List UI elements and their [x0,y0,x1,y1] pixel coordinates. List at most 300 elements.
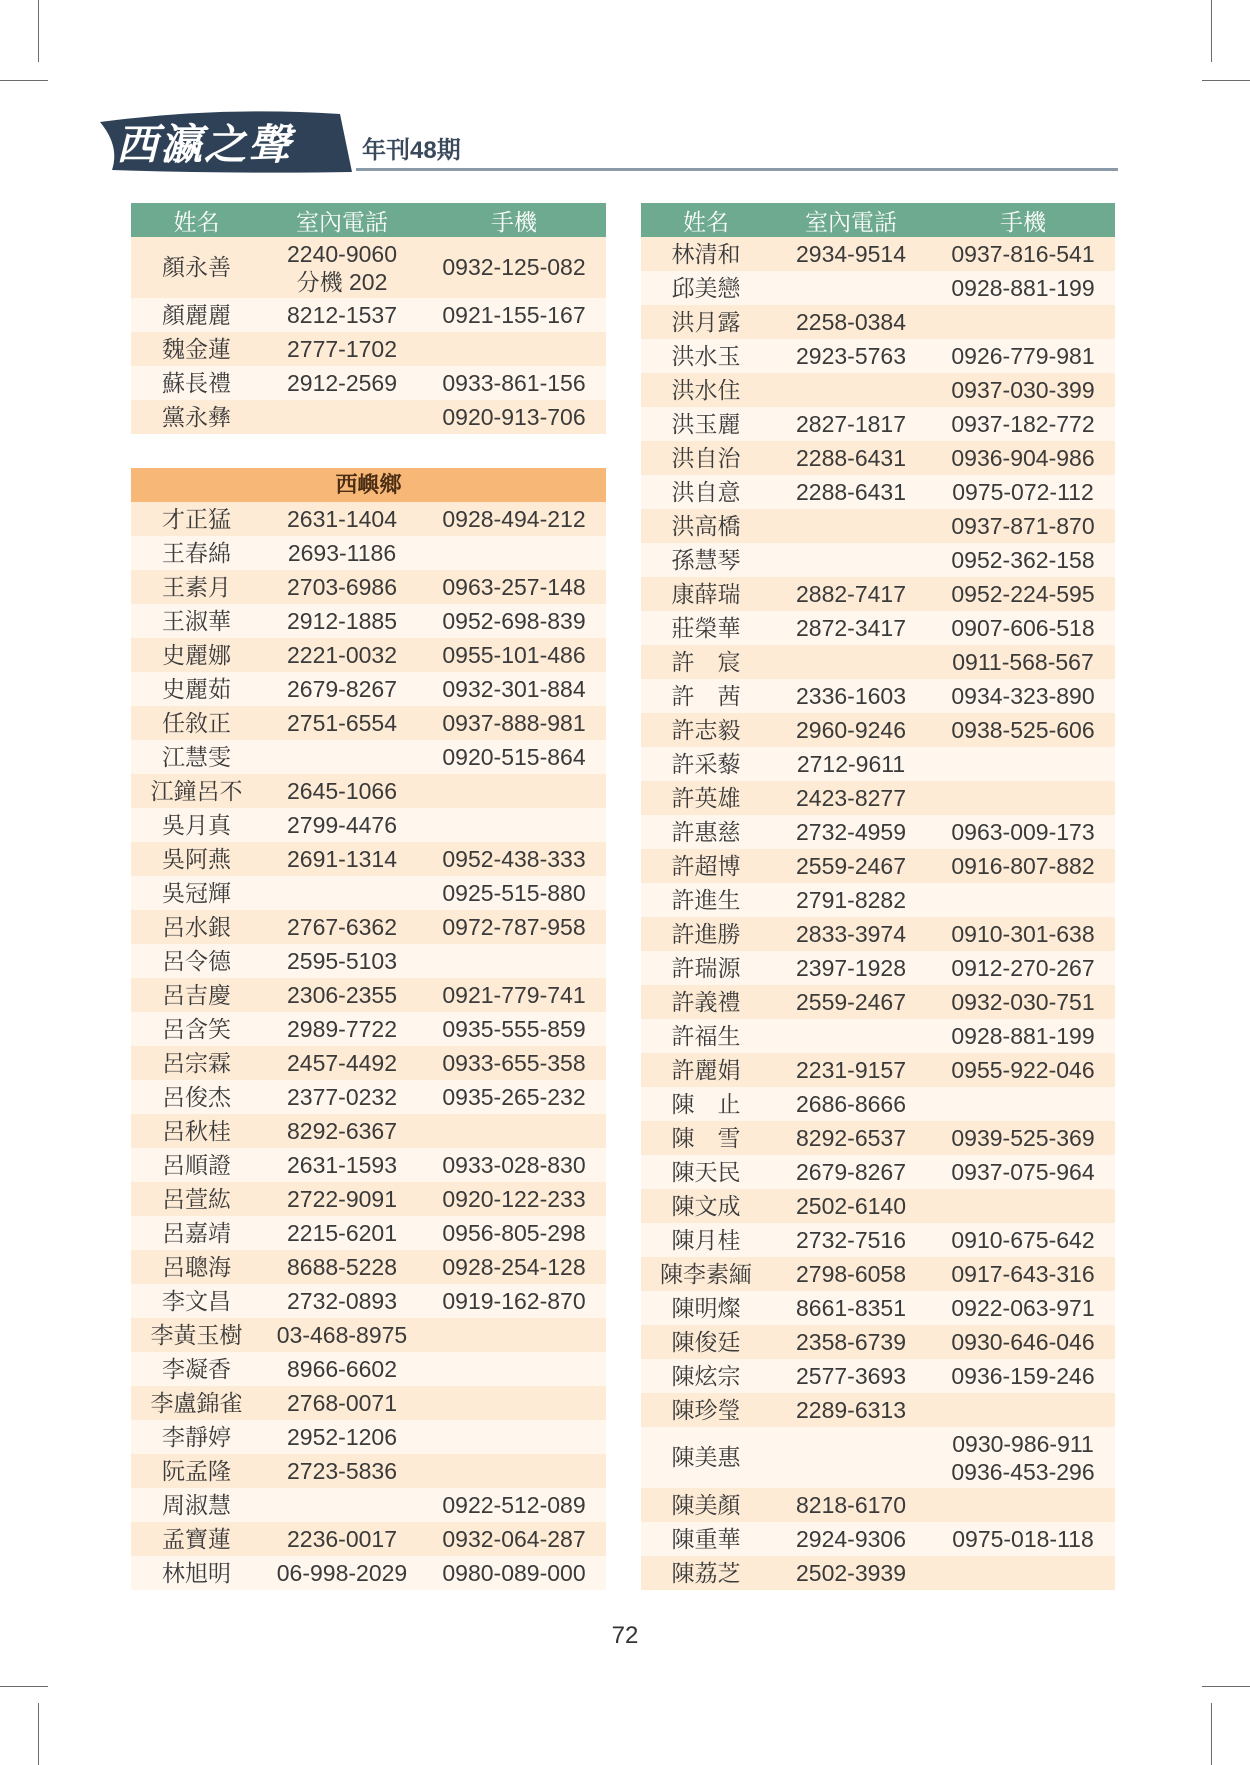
mobile-cell [422,1114,606,1148]
phone-cell [771,271,931,305]
name-cell: 才正猛 [131,502,262,536]
table-row [131,638,606,672]
phone-cell: 2502-3939 [771,1556,931,1590]
mobile-cell: 0952-438-333 [422,842,606,876]
table-row [131,1046,606,1080]
table-row [131,706,606,740]
mobile-cell: 0919-162-870 [422,1284,606,1318]
phone-cell: 2215-6201 [262,1216,422,1250]
name-cell: 許志毅 [641,713,771,747]
phone-cell [262,876,422,910]
phone-cell: 2631-1593 [262,1148,422,1182]
table-row [641,475,1115,509]
mobile-cell: 0975-072-112 [931,475,1115,509]
mobile-cell: 0916-807-882 [931,849,1115,883]
name-cell: 呂令德 [131,944,262,978]
name-cell: 呂順證 [131,1148,262,1182]
phone-cell: 2631-1404 [262,502,422,536]
phone-cell: 2221-0032 [262,638,422,672]
name-cell: 許福生 [641,1019,771,1053]
phone-cell: 2798-6058 [771,1257,931,1291]
mobile-cell: 0921-779-741 [422,978,606,1012]
table-row [131,1454,606,1488]
name-cell: 許惠慈 [641,815,771,849]
table-row [131,1216,606,1250]
phone-cell: 2912-1885 [262,604,422,638]
phone-cell: 2934-9514 [771,237,931,271]
phone-cell: 2502-6140 [771,1189,931,1223]
table-row [641,1257,1115,1291]
column-header-phone: 室內電話 [771,203,931,237]
name-cell: 洪高橋 [641,509,771,543]
mobile-cell [931,1427,1115,1488]
crop-mark [1202,80,1250,81]
table-row [131,740,606,774]
phone-cell [771,509,931,543]
table-row [131,1386,606,1420]
table-row [131,1182,606,1216]
phone-cell: 2577-3693 [771,1359,931,1393]
phone-cell: 2791-8282 [771,883,931,917]
table-row [641,441,1115,475]
table-row [641,1427,1115,1488]
phone-cell: 2960-9246 [771,713,931,747]
table-row [641,1155,1115,1189]
table-row [131,237,606,298]
phone-cell: 8218-6170 [771,1488,931,1522]
mobile-cell [422,1454,606,1488]
name-cell: 許進勝 [641,917,771,951]
table-row [641,917,1115,951]
phone-cell: 2799-4476 [262,808,422,842]
phone-cell: 2923-5763 [771,339,931,373]
name-cell: 呂聰海 [131,1250,262,1284]
table-row [131,400,606,434]
name-cell: 呂含笑 [131,1012,262,1046]
phone-cell: 8661-8351 [771,1291,931,1325]
mobile-cell: 0920-122-233 [422,1182,606,1216]
name-cell: 洪自意 [641,475,771,509]
phone-cell: 2559-2467 [771,849,931,883]
phone-cell: 8212-1537 [262,298,422,332]
name-cell: 陳 雪 [641,1121,771,1155]
table-row [131,808,606,842]
table-row [641,713,1115,747]
mobile-cell: 0933-861-156 [422,366,606,400]
table-row [641,1087,1115,1121]
table-row [641,849,1115,883]
name-cell: 顏麗麗 [131,298,262,332]
mobile-cell: 0956-805-298 [422,1216,606,1250]
table-row [131,842,606,876]
name-cell: 陳美顏 [641,1488,771,1522]
table-row [641,815,1115,849]
name-cell: 王素月 [131,570,262,604]
mobile-cell: 0955-922-046 [931,1053,1115,1087]
name-cell: 陳炫宗 [641,1359,771,1393]
phone-cell: 2288-6431 [771,475,931,509]
table-row [131,1488,606,1522]
table-row [641,373,1115,407]
phone-cell: 2679-8267 [262,672,422,706]
mobile-cell-line: 0936-453-296 [951,1458,1095,1485]
table-row [641,407,1115,441]
name-cell: 江鐘呂不 [131,774,262,808]
phone-cell: 2723-5836 [262,1454,422,1488]
column-header-name: 姓名 [641,203,771,237]
table-row [641,1019,1115,1053]
table-row [131,366,606,400]
crop-mark [1211,1703,1212,1765]
phone-cell: 2882-7417 [771,577,931,611]
mobile-cell: 0963-009-173 [931,815,1115,849]
phone-cell: 2645-1066 [262,774,422,808]
crop-mark [1211,0,1212,62]
mobile-cell: 0952-362-158 [931,543,1115,577]
phone-cell: 8966-6602 [262,1352,422,1386]
mobile-cell: 0922-063-971 [931,1291,1115,1325]
phone-cell: 06-998-2029 [262,1556,422,1590]
table-row [641,1291,1115,1325]
mobile-cell: 0939-525-369 [931,1121,1115,1155]
phone-cell: 2559-2467 [771,985,931,1019]
mobile-cell [422,1386,606,1420]
table-row [641,1223,1115,1257]
directory-table-left [131,203,606,1590]
phone-cell: 2732-4959 [771,815,931,849]
name-cell: 顏永善 [131,237,262,298]
name-cell: 李盧錦雀 [131,1386,262,1420]
table-row [131,298,606,332]
phone-cell [771,543,931,577]
mobile-cell: 0933-655-358 [422,1046,606,1080]
table-row [131,332,606,366]
table-row [131,1318,606,1352]
table-row [131,1148,606,1182]
phone-cell: 2686-8666 [771,1087,931,1121]
phone-cell: 2989-7722 [262,1012,422,1046]
phone-cell: 2912-2569 [262,366,422,400]
table-row [131,910,606,944]
name-cell: 江慧雯 [131,740,262,774]
table-row [641,577,1115,611]
name-cell: 任敘正 [131,706,262,740]
phone-cell: 2288-6431 [771,441,931,475]
table-row [131,672,606,706]
mobile-cell [931,1488,1115,1522]
phone-cell: 2693-1186 [262,536,422,570]
name-cell: 吳冠輝 [131,876,262,910]
table-row [641,543,1115,577]
table-row [641,1189,1115,1223]
mobile-cell: 0932-125-082 [422,237,606,298]
mobile-cell: 0932-301-884 [422,672,606,706]
table-row [641,1522,1115,1556]
name-cell: 孫慧琴 [641,543,771,577]
table-row [641,1556,1115,1590]
publication-title: 西瀛之聲 [116,120,293,169]
phone-cell: 03-468-8975 [262,1318,422,1352]
name-cell: 陳天民 [641,1155,771,1189]
mobile-cell: 0910-301-638 [931,917,1115,951]
mobile-cell [422,1420,606,1454]
phone-cell [771,1427,931,1488]
name-cell: 林清和 [641,237,771,271]
name-cell: 李凝香 [131,1352,262,1386]
phone-cell: 2306-2355 [262,978,422,1012]
table-row [131,1522,606,1556]
name-cell: 林旭明 [131,1556,262,1590]
name-cell: 吳月真 [131,808,262,842]
table-row [641,985,1115,1019]
table-row [641,679,1115,713]
section-header-row [131,468,606,502]
name-cell: 黨永彝 [131,400,262,434]
table-row [131,774,606,808]
name-cell: 陳明燦 [641,1291,771,1325]
name-cell: 蘇長禮 [131,366,262,400]
phone-cell: 8292-6367 [262,1114,422,1148]
mobile-cell: 0920-515-864 [422,740,606,774]
mobile-cell: 0912-270-267 [931,951,1115,985]
table-row [641,781,1115,815]
gap-cell [131,434,606,468]
mobile-cell: 0937-888-981 [422,706,606,740]
name-cell: 許超博 [641,849,771,883]
table-row [641,509,1115,543]
phone-cell: 2827-1817 [771,407,931,441]
mobile-cell: 0937-075-964 [931,1155,1115,1189]
name-cell: 史麗娜 [131,638,262,672]
crop-mark [0,1686,48,1687]
phone-cell: 2751-6554 [262,706,422,740]
phone-cell: 2767-6362 [262,910,422,944]
name-cell: 呂嘉靖 [131,1216,262,1250]
table-row [131,1250,606,1284]
mobile-cell [422,332,606,366]
table-row [641,271,1115,305]
phone-cell: 2358-6739 [771,1325,931,1359]
table-row [641,305,1115,339]
name-cell: 魏金蓮 [131,332,262,366]
mobile-cell: 0907-606-518 [931,611,1115,645]
name-cell: 洪水玉 [641,339,771,373]
table-row [641,1359,1115,1393]
phone-cell: 2289-6313 [771,1393,931,1427]
name-cell: 康薛瑞 [641,577,771,611]
name-cell: 陳 止 [641,1087,771,1121]
phone-cell: 2457-4492 [262,1046,422,1080]
mobile-cell: 0936-159-246 [931,1359,1115,1393]
phone-cell [262,400,422,434]
mobile-cell-line: 0930-986-911 [952,1430,1094,1457]
table-gap [131,434,606,468]
phone-cell: 2679-8267 [771,1155,931,1189]
phone-cell: 2732-0893 [262,1284,422,1318]
page-number: 72 [611,1622,639,1649]
mobile-cell [931,1393,1115,1427]
phone-cell: 2703-6986 [262,570,422,604]
phone-cell: 2952-1206 [262,1420,422,1454]
phone-cell: 2595-5103 [262,944,422,978]
mobile-cell [422,808,606,842]
table-row [131,1012,606,1046]
mobile-cell: 0921-155-167 [422,298,606,332]
mobile-cell: 0937-871-870 [931,509,1115,543]
issue-label: 年刊48期 [362,137,461,164]
directory-table-right [641,203,1115,1590]
mobile-cell [422,774,606,808]
crop-mark [38,1703,39,1765]
mobile-cell: 0930-646-046 [931,1325,1115,1359]
name-cell: 史麗茹 [131,672,262,706]
name-cell: 洪月露 [641,305,771,339]
name-cell: 許義禮 [641,985,771,1019]
phone-cell: 2691-1314 [262,842,422,876]
table-row [641,611,1115,645]
name-cell: 洪自治 [641,441,771,475]
name-cell: 呂宗霖 [131,1046,262,1080]
mobile-cell [931,883,1115,917]
phone-cell [771,645,931,679]
mobile-cell: 0932-064-287 [422,1522,606,1556]
name-cell: 吳阿燕 [131,842,262,876]
name-cell: 許采藜 [641,747,771,781]
mobile-cell [422,944,606,978]
phone-cell: 2397-1928 [771,951,931,985]
phone-cell: 8688-5228 [262,1250,422,1284]
mobile-cell: 0911-568-567 [931,645,1115,679]
name-cell: 周淑慧 [131,1488,262,1522]
phone-cell-line: 2240-9060 [287,240,397,267]
phone-cell [262,740,422,774]
phone-cell [262,237,422,298]
table-row [131,978,606,1012]
mobile-cell: 0910-675-642 [931,1223,1115,1257]
name-cell: 陳荔芝 [641,1556,771,1590]
mobile-cell [422,1318,606,1352]
name-cell: 邱美戀 [641,271,771,305]
mobile-cell: 0937-182-772 [931,407,1115,441]
name-cell: 陳月桂 [641,1223,771,1257]
mobile-cell [931,305,1115,339]
header-rule [356,168,1118,171]
mobile-cell: 0936-904-986 [931,441,1115,475]
phone-cell: 2236-0017 [262,1522,422,1556]
phone-cell: 8292-6537 [771,1121,931,1155]
mobile-cell: 0972-787-958 [422,910,606,944]
table-row [131,1352,606,1386]
phone-cell: 2258-0384 [771,305,931,339]
name-cell: 許麗娟 [641,1053,771,1087]
table-row [131,1420,606,1454]
table-row [641,1325,1115,1359]
mobile-cell: 0938-525-606 [931,713,1115,747]
name-cell: 許英雄 [641,781,771,815]
phone-cell: 2336-1603 [771,679,931,713]
table-row [641,1121,1115,1155]
name-cell: 陳美惠 [641,1427,771,1488]
name-cell: 呂秋桂 [131,1114,262,1148]
phone-cell: 2423-8277 [771,781,931,815]
mobile-cell: 0975-018-118 [931,1522,1115,1556]
name-cell: 呂吉慶 [131,978,262,1012]
column-header-name: 姓名 [131,203,262,237]
name-cell: 孟寶蓮 [131,1522,262,1556]
mobile-cell: 0928-881-199 [931,1019,1115,1053]
page-header [100,108,1120,174]
table-row [641,951,1115,985]
mobile-cell [931,1556,1115,1590]
table-row [131,604,606,638]
phone-cell: 2722-9091 [262,1182,422,1216]
column-header-phone: 室內電話 [262,203,422,237]
mobile-cell [422,1352,606,1386]
table-row [641,237,1115,271]
mobile-cell: 0937-816-541 [931,237,1115,271]
name-cell: 李文昌 [131,1284,262,1318]
phone-cell [771,373,931,407]
name-cell: 許 宸 [641,645,771,679]
mobile-cell [931,747,1115,781]
phone-cell: 2777-1702 [262,332,422,366]
mobile-cell [931,781,1115,815]
name-cell: 陳文成 [641,1189,771,1223]
phone-cell: 2231-9157 [771,1053,931,1087]
phone-cell: 2377-0232 [262,1080,422,1114]
table-header-row [641,203,1115,237]
crop-mark [0,80,48,81]
name-cell: 呂萱紘 [131,1182,262,1216]
phone-cell: 2924-9306 [771,1522,931,1556]
phone-cell [771,1019,931,1053]
mobile-cell: 0920-913-706 [422,400,606,434]
mobile-cell: 0928-254-128 [422,1250,606,1284]
table-row [641,1053,1115,1087]
name-cell: 王淑華 [131,604,262,638]
table-row [131,876,606,910]
table-row [131,502,606,536]
name-cell: 王春綿 [131,536,262,570]
table-row [131,1284,606,1318]
mobile-cell: 0955-101-486 [422,638,606,672]
name-cell: 呂水銀 [131,910,262,944]
name-cell: 呂俊杰 [131,1080,262,1114]
table-row [641,747,1115,781]
mobile-cell: 0980-089-000 [422,1556,606,1590]
mobile-cell [931,1087,1115,1121]
name-cell: 莊榮華 [641,611,771,645]
mobile-cell: 0935-555-859 [422,1012,606,1046]
phone-cell: 2768-0071 [262,1386,422,1420]
phone-cell: 2872-3417 [771,611,931,645]
name-cell: 許進生 [641,883,771,917]
table-header-row [131,203,606,237]
table-row [641,645,1115,679]
mobile-cell: 0917-643-316 [931,1257,1115,1291]
name-cell: 洪水住 [641,373,771,407]
table-row [131,1080,606,1114]
mobile-cell [931,1189,1115,1223]
mobile-cell: 0928-494-212 [422,502,606,536]
crop-mark [1202,1686,1250,1687]
mobile-cell: 0933-028-830 [422,1148,606,1182]
name-cell: 陳俊廷 [641,1325,771,1359]
name-cell: 許 茜 [641,679,771,713]
table-row [131,1556,606,1590]
mobile-cell: 0934-323-890 [931,679,1115,713]
mobile-cell [422,536,606,570]
